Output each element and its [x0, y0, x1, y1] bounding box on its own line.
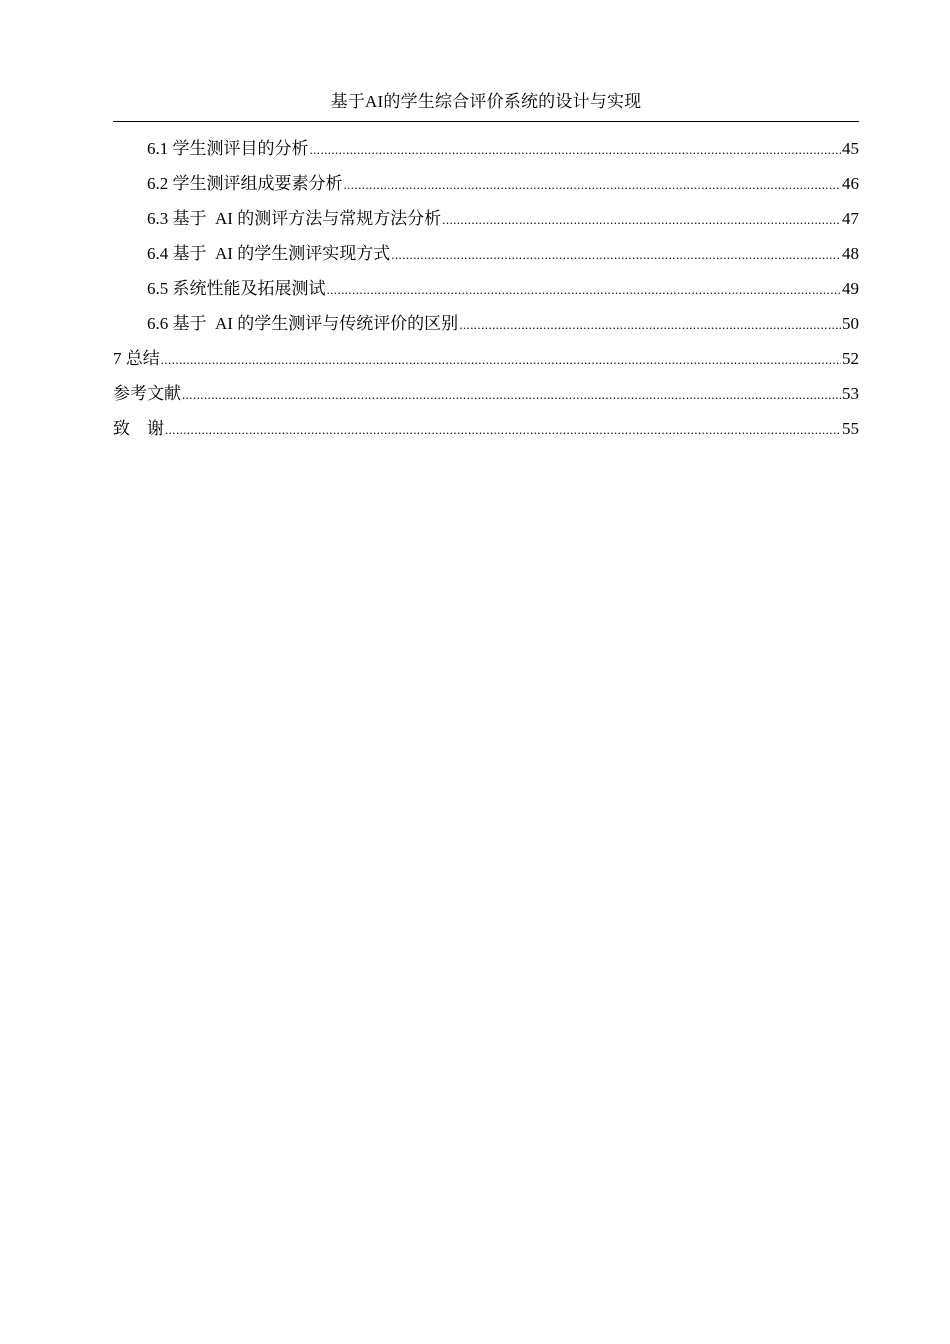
toc-dot-leader [310, 137, 842, 163]
toc-dot-leader [344, 172, 842, 198]
toc-entry-title: 7 总结 [113, 349, 160, 368]
toc-entry[interactable] [113, 346, 859, 381]
toc-entry-title: 致 谢 [113, 419, 164, 438]
toc-entry[interactable] [113, 381, 859, 416]
toc-entry[interactable] [113, 136, 859, 171]
running-header-title: 基于AI的学生综合评价系统的设计与实现 [330, 92, 642, 111]
toc-entry-title: 6.5 系统性能及拓展测试 [147, 279, 326, 298]
toc-entry-title: 6.2 学生测评组成要素分析 [147, 174, 343, 193]
toc-entry[interactable] [113, 206, 859, 241]
toc-entry-page: 48 [842, 244, 859, 263]
toc-entry-page: 52 [842, 349, 859, 368]
toc-entry[interactable] [113, 171, 859, 206]
toc-entry-title: 6.4 基于 AI 的学生测评实现方式 [147, 244, 391, 263]
toc-entry-page: 49 [842, 279, 859, 298]
toc-entry-title: 参考文献 [113, 384, 181, 403]
toc-entry[interactable] [113, 416, 859, 451]
toc-dot-leader [327, 277, 842, 303]
toc-entry-page: 45 [842, 139, 859, 158]
toc-entry-page: 55 [842, 419, 859, 438]
toc-entry-page: 50 [842, 314, 859, 333]
toc-dot-leader [165, 417, 841, 443]
toc-entry-title: 6.1 学生测评目的分析 [147, 139, 309, 158]
toc-entry[interactable] [113, 311, 859, 346]
toc-entry-title: 6.6 基于 AI 的学生测评与传统评价的区别 [147, 314, 459, 333]
toc-entry-page: 53 [842, 384, 859, 403]
toc-dot-leader [161, 347, 841, 373]
toc-entry-page: 46 [842, 174, 859, 193]
table-of-contents [113, 136, 859, 451]
toc-dot-leader [442, 207, 841, 233]
toc-dot-leader [182, 382, 841, 408]
header-rule [113, 121, 859, 122]
toc-dot-leader [391, 242, 841, 268]
toc-entry[interactable] [113, 241, 859, 276]
toc-entry[interactable] [113, 276, 859, 311]
toc-dot-leader [459, 312, 841, 338]
toc-entry-title: 6.3 基于 AI 的测评方法与常规方法分析 [147, 209, 442, 228]
toc-entry-page: 47 [842, 209, 859, 228]
